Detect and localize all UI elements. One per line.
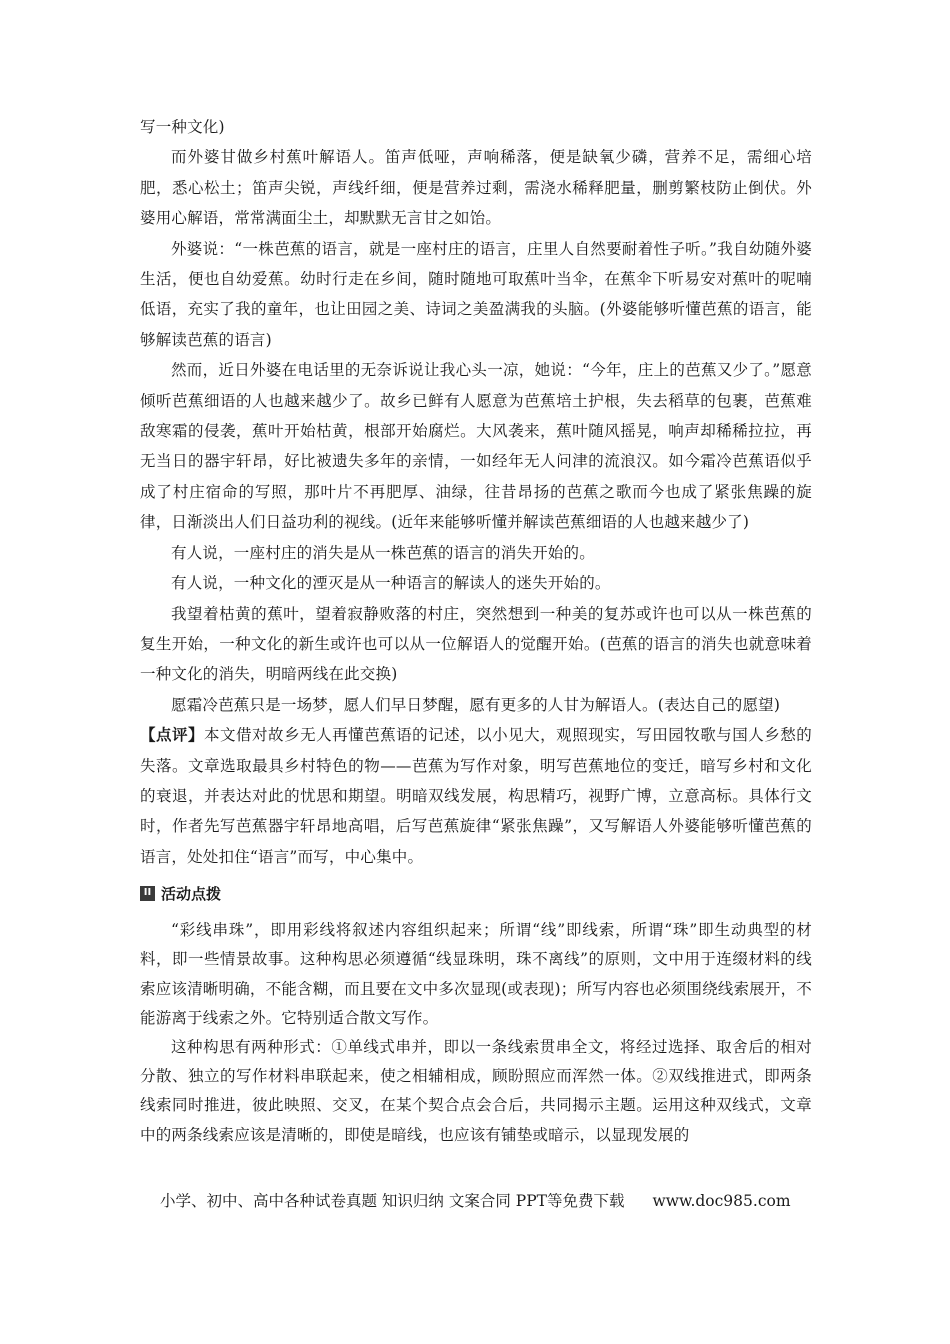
footer-text: 小学、初中、高中各种试卷真题 知识归纳 文案合同 PPT等免费下载 — [160, 1192, 625, 1210]
paragraph: 然而，近日外婆在电话里的无奈诉说让我心头一凉，她说：“今年，庄上的芭蕉又少了。”愿意倾听芭蕉细语的人也越来越少了。故乡已鲜有人愿意为芭蕉培土护根，失去稻草的包裹，芭蕉难敌寒霜的侵袭，蕉叶开始枯黄，根部开始腐烂。大风袭来，蕉叶随风摇晃，响声却稀稀拉拉，再无当日的器宇轩昂，好比被遗失多年的亲情，一如经年无人问津的流浪汉。如今霜冷芭蕉语似乎成了村庄宿命的写照，那叶片不再肥厚、油绿，往昔昂扬的芭蕉之歌而今也成了紧张焦躁的旋律，日渐淡出人们日益功利的视线。(近年来能够听懂并解读芭蕉细语的人也越来越少了) — [140, 361, 812, 532]
section-number-icon: II — [140, 886, 155, 901]
comment-block — [140, 720, 812, 872]
paragraph: 愿霜冷芭蕉只是一场梦，愿人们早日梦醒，愿有更多的人甘为解语人。(表达自己的愿望) — [171, 695, 781, 714]
paragraph: 有人说，一种文化的湮灭是从一种语言的解读人的迷失开始的。 — [171, 574, 611, 593]
section-heading — [140, 876, 812, 910]
activity-paragraph: 这种构思有两种形式：①单线式串并，即以一条线索贯串全文，将经过选择、取舍后的相对分散、独立的写作材料串联起来，使之相辅相成，顾盼照应而浑然一体。②双线推进式，即两条线索同时推进，彼此映照、交叉，在某个契合点会合后，共同揭示主题。运用这种双线式，文章中的两条线索应该是清晰的，即使是暗线，也应该有铺垫或暗示，以显现发展的 — [140, 1037, 812, 1144]
page-footer — [160, 1189, 810, 1211]
comment-text: 本文借对故乡无人再懂芭蕉语的记述，以小见大，观照现实，写田园牧歌与国人乡愁的失落。文章选取最具乡村特色的物——芭蕉为写作对象，明写芭蕉地位的变迁，暗写乡村和文化的衰退，并表达对此的忧思和期望。明暗双线发展，构思精巧，视野广博，立意高标。具体行文时，作者先写芭蕉器宇轩昂地高唱，后写芭蕉旋律“紧张焦躁”，又写解语人外婆能够听懂芭蕉的语言，处处扣住“语言”而写，中心集中。 — [140, 726, 812, 866]
activity-body — [140, 916, 812, 1150]
paragraph: 有人说，一座村庄的消失是从一株芭蕉的语言的消失开始的。 — [171, 543, 595, 562]
section-title: 活动点拨 — [161, 884, 222, 903]
paragraph: 我望着枯黄的蕉叶，望着寂静败落的村庄，突然想到一种美的复苏或许也可以从一株芭蕉的复生开始，一种文化的新生或许也可以从一位解语人的觉醒开始。(芭蕉的语言的消失也就意味着一种文化的消失，明暗两线在此交换) — [140, 604, 812, 684]
footer-site: www.doc985.com — [652, 1192, 791, 1210]
paragraph-continuation: 写一种文化) — [140, 118, 225, 136]
comment-label: 【点评】 — [140, 725, 205, 745]
article-body — [140, 112, 812, 1150]
paragraph: 而外婆甘做乡村蕉叶解语人。笛声低哑，声响稀落，便是缺氧少磷，营养不足，需细心培肥，悉心松土；笛声尖锐，声线纤细，便是营养过剩，需浇水稀释肥量，删剪繁枝防止倒伏。外婆用心解语，常常满面尘土，却默默无言甘之如饴。 — [140, 148, 812, 228]
activity-paragraph: “彩线串珠”，即用彩线将叙述内容组织起来；所谓“线”即线索，所谓“珠”即生动典型的材料，即一些情景故事。这种构思必须遵循“线显珠明，珠不离线”的原则，文中用于连缀材料的线索应该清晰明确，不能含糊，而且要在文中多次显现(或表现)；所写内容也必须围绕线索展开，不能游离于线索之外。它特别适合散文写作。 — [140, 921, 812, 1027]
paragraph: 外婆说：“一株芭蕉的语言，就是一座村庄的语言，庄里人自然要耐着性子听。”我自幼随外婆生活，便也自幼爱蕉。幼时行走在乡间，随时随地可取蕉叶当伞，在蕉伞下听易安对蕉叶的呢喃低语，充实了我的童年，也让田园之美、诗词之美盈满我的头脑。(外婆能够听懂芭蕉的语言，能够解读芭蕉的语言) — [140, 239, 812, 349]
